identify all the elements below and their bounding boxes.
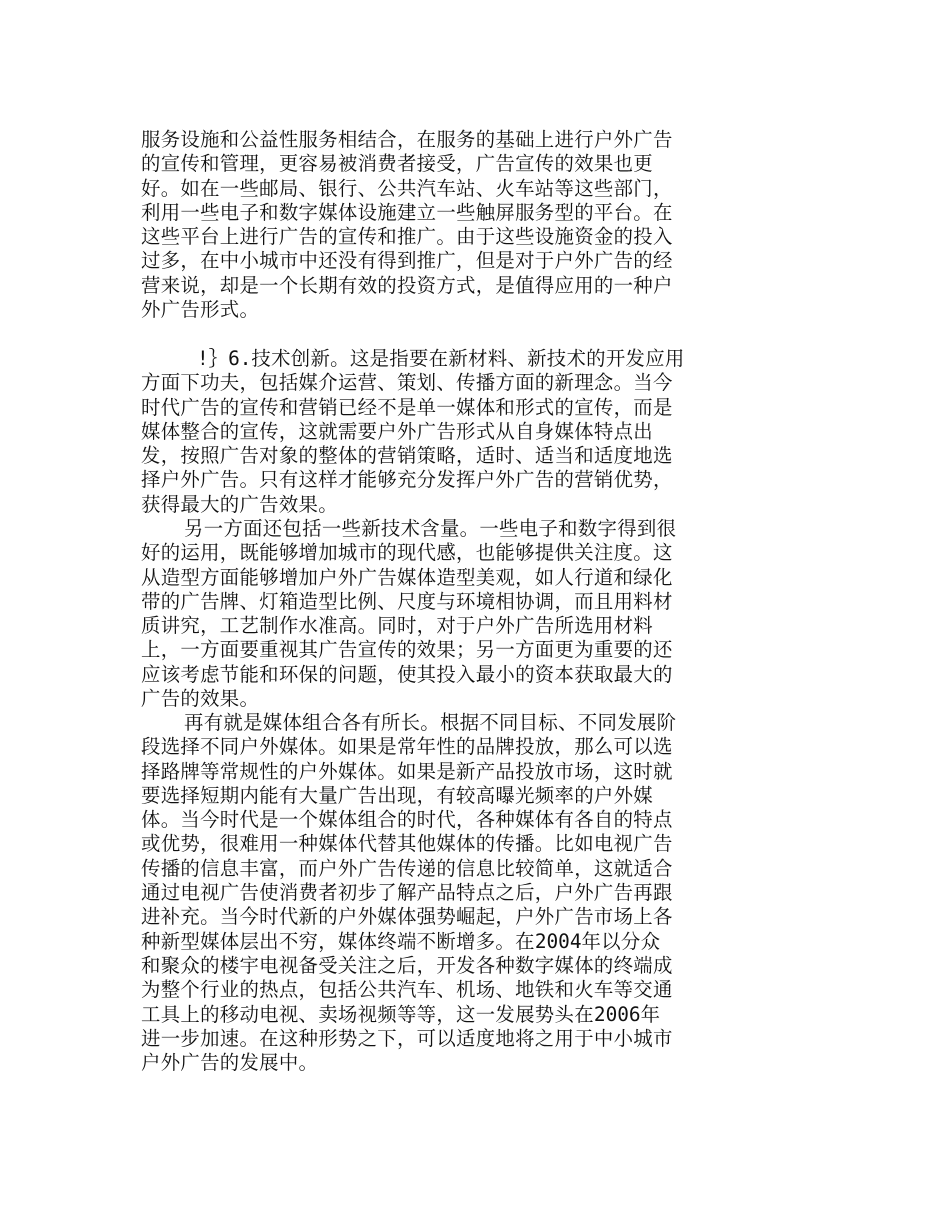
text-line: 为整个行业的热点，包括公共汽车、机场、地铁和火车等交通 <box>141 978 673 1002</box>
text-line: 广告的效果。 <box>141 687 260 711</box>
section-number-mark: !｝6. <box>197 347 252 370</box>
text-line: 上，一方面要重视其广告宣传的效果；另一方面更为重要的还 <box>141 638 673 662</box>
text-line: 质讲究，工艺制作水准高。同时，对于户外广告所选用材料 <box>141 614 653 638</box>
text-line: 带的广告牌、灯箱造型比例、尺度与环境相协调，而且用料材 <box>141 589 673 613</box>
paragraph-media-combination <box>141 711 741 1075</box>
text-line: 营来说，却是一个长期有效的投资方式，是值得应用的一种户 <box>141 273 673 297</box>
text-line: 段选择不同户外媒体。如果是常年性的品牌投放，那么可以选 <box>141 735 673 759</box>
text-line: 发，按照广告对象的整体的营销策略，适时、适当和适度地选 <box>141 444 673 468</box>
year-number: 2004 <box>534 929 582 953</box>
paragraph-new-technology <box>141 517 741 711</box>
paragraph-service-facilities <box>141 128 741 322</box>
text-line: 进补充。当今时代新的户外媒体强势崛起，户外广告市场上各 <box>141 905 673 929</box>
text-segment: 技术创新。这是指要在新材料、新技术的开发应用 <box>251 347 685 370</box>
text-line: 传播的信息丰富，而户外广告传递的信息比较简单，这就适合 <box>141 856 673 880</box>
text-segment: 年 <box>640 1002 661 1026</box>
text-line: 择路牌等常规性的户外媒体。如果是新产品投放市场，这时就 <box>141 759 673 783</box>
text-segment: 年以分众 <box>581 929 661 953</box>
text-line-with-year <box>141 930 741 954</box>
text-line: 和聚众的楼宇电视备受关注之后，开发各种数字媒体的终端成 <box>141 953 673 977</box>
text-line: 要选择短期内能有大量广告出现，有较高曝光频率的户外媒 <box>141 783 653 807</box>
text-line-with-year <box>141 1003 741 1027</box>
text-line-first <box>141 347 741 371</box>
text-line: 获得最大的广告效果。 <box>141 492 338 516</box>
text-line: 或优势，很难用一种媒体代替其他媒体的传播。比如电视广告 <box>141 832 673 856</box>
text-line: 好的运用，既能够增加城市的现代感，也能够提供关注度。这 <box>141 541 673 565</box>
paragraph-technical-innovation <box>141 347 741 517</box>
text-line: 的宣传和管理，更容易被消费者接受，广告宣传的效果也更 <box>141 152 653 176</box>
year-number: 2006 <box>593 1002 641 1026</box>
text-line: 应该考虑节能和环保的问题，使其投入最小的资本获取最大的 <box>141 662 673 686</box>
text-line: 体。当今时代是一个媒体组合的时代，各种媒体有各自的特点 <box>141 808 673 832</box>
text-line: 服务设施和公益性服务相结合，在服务的基础上进行户外广告 <box>141 128 673 151</box>
text-segment: 工具上的移动电视、卖场视频等等，这一发展势头在 <box>141 1002 594 1026</box>
text-line: 媒体整合的宣传，这就需要户外广告形式从自身媒体特点出 <box>141 419 653 443</box>
text-line: 这些平台上进行广告的宣传和推广。由于这些设施资金的投入 <box>141 225 673 249</box>
text-line: 时代广告的宣传和营销已经不是单一媒体和形式的宣传，而是 <box>141 395 673 419</box>
text-line: 通过电视广告使消费者初步了解产品特点之后，户外广告再跟 <box>141 881 673 905</box>
text-line: 方面下功夫，包括媒介运营、策划、传播方面的新理念。当今 <box>141 371 673 395</box>
text-line: 过多，在中小城市中还没有得到推广，但是对于户外广告的经 <box>141 249 673 273</box>
text-segment: 种新型媒体层出不穷，媒体终端不断增多。在 <box>141 929 535 953</box>
text-line: 户外广告的发展中。 <box>141 1051 319 1075</box>
text-line: 好。如在一些邮局、银行、公共汽车站、火车站等这些部门， <box>141 176 673 200</box>
text-line: 外广告形式。 <box>141 298 260 322</box>
text-line-first: 再有就是媒体组合各有所长。根据不同目标、不同发展阶 <box>184 711 677 734</box>
text-line: 利用一些电子和数字媒体设施建立一些触屏服务型的平台。在 <box>141 200 673 224</box>
text-line-first: 另一方面还包括一些新技术含量。一些电子和数字得到很 <box>184 517 677 540</box>
text-line: 从造型方面能够增加户外广告媒体造型美观，如人行道和绿化 <box>141 565 673 589</box>
text-line: 择户外广告。只有这样才能够充分发挥户外广告的营销优势， <box>141 468 673 492</box>
text-line: 进一步加速。在这种形势之下，可以适度地将之用于中小城市 <box>141 1026 673 1050</box>
